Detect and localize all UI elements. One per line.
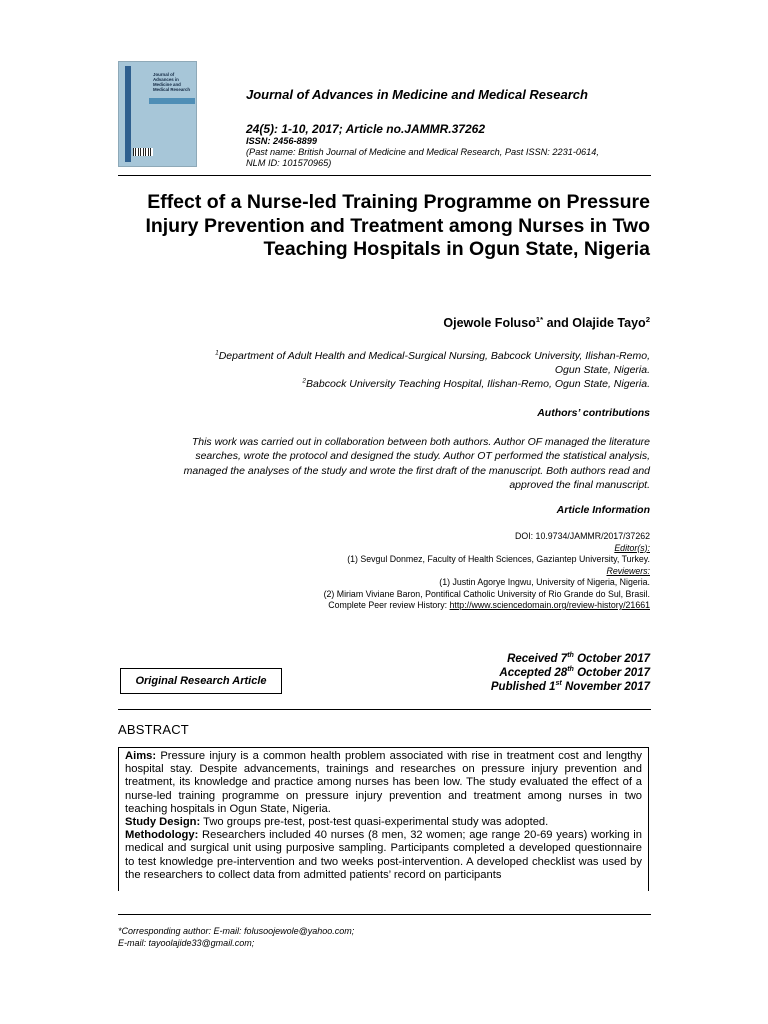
abstract-box: [118, 747, 649, 891]
section-rule: [118, 709, 651, 710]
design-label: Study Design:: [125, 816, 201, 829]
affiliation-1: [110, 349, 650, 377]
reviewer-entry: (1) Justin Agorye Ingwu, University of Nigeria, Nigeria.: [439, 577, 650, 587]
author-1-marker: 1*: [535, 314, 544, 324]
reviewer-entry: (2) Miriam Viviane Baron, Pontifical Catholic University of Rio Grande do Sul, Brasil.: [323, 588, 650, 599]
accepted-date: [499, 667, 650, 679]
contributions-text: [110, 435, 650, 492]
published-date: [491, 681, 650, 693]
author-line: [443, 316, 650, 330]
editor-entry: (1) Sevgul Donmez, Faculty of Health Sciences, Gaziantep University, Turkey.: [347, 554, 650, 564]
cover-strip: [125, 66, 131, 162]
past-name: (Past name: British Journal of Medicine and Medical Research, Past ISSN: 2231-0614,: [246, 147, 599, 157]
aims-label: Aims:: [125, 750, 157, 762]
editors-label: Editor(s):: [614, 542, 650, 553]
abstract-methodology: [125, 829, 642, 882]
received-month: October 2017: [573, 653, 650, 665]
article-type-badge: Original Research Article: [120, 668, 282, 694]
abstract-design: [125, 816, 642, 829]
review-history-label: Complete Peer review History:: [328, 600, 450, 610]
accepted-text: Accepted 28: [499, 667, 568, 679]
journal-cover-thumbnail: [118, 61, 197, 167]
author-2: Olajide Tayo: [572, 316, 646, 330]
accepted-month: October 2017: [573, 667, 650, 679]
author-2-marker: 2: [645, 314, 650, 324]
cover-title: Journal of Advances in Medicine and Medical Research: [153, 72, 191, 92]
published-ordinal: st: [555, 679, 562, 688]
issue-info: 24(5): 1-10, 2017; Article no.JAMMR.37262: [246, 122, 485, 136]
published-month: November 2017: [561, 681, 650, 693]
received-ordinal: th: [567, 651, 574, 660]
issn: ISSN: 2456-8899: [246, 136, 317, 146]
footnote-rule: [118, 914, 651, 915]
abstract-aims: [125, 750, 642, 816]
contributions-heading: Authors’ contributions: [537, 407, 650, 419]
method-text: Researchers included 40 nurses (8 men, 32 women; age range 20-69 years) working in medical and surgical unit using purposive sampling. Participants completed a developed questionnaire to test knowledge pre-intervention and two weeks post-intervention. A developed checklist was used by the researchers to collect data from admitted patients’ record on participants: [125, 829, 642, 881]
affiliation-1-line1: Department of Adult Health and Medical-Surgical Nursing, Babcock University, Ilishan-Remo,: [218, 350, 650, 362]
contributions-line: searches, wrote the protocol and designed the study. Author OT performed the statistical analysis,: [195, 450, 650, 463]
received-date: [507, 653, 650, 665]
journal-name: Journal of Advances in Medicine and Medical Research: [246, 87, 588, 102]
affiliation-1-line2: Ogun State, Nigeria.: [554, 364, 650, 376]
contributions-line: This work was carried out in collaboration between both authors. Author OF managed the literature: [191, 436, 650, 448]
header-rule: [118, 175, 651, 176]
corresponding-author: *Corresponding author: E-mail: folusoojewole@yahoo.com;: [118, 926, 355, 936]
received-text: Received 7: [507, 653, 568, 665]
contributions-line: approved the final manuscript.: [509, 478, 650, 491]
abstract-heading: ABSTRACT: [118, 722, 189, 737]
nlm-id: NLM ID: 101570965): [246, 158, 332, 168]
cover-barcode: [133, 148, 153, 156]
article-title: Effect of a Nurse-led Training Programme on Pressure Injury Prevention and Treatment among Nurses in Two Teaching Hospitals in Ogun State, Nigeria: [145, 191, 650, 260]
reviewers-label: Reviewers:: [606, 565, 650, 576]
second-email: E-mail: tayoolajide33@gmail.com;: [118, 938, 255, 948]
accepted-ordinal: th: [567, 665, 574, 674]
review-history-link[interactable]: http://www.sciencedomain.org/review-history/21661: [449, 600, 650, 610]
article-info-heading: Article Information: [556, 504, 650, 516]
contributions-line: managed the analyses of the study and wrote the first draft of the manuscript. Both authors read and: [183, 464, 650, 477]
affiliation-2-line1: Babcock University Teaching Hospital, Ilishan-Remo, Ogun State, Nigeria.: [306, 378, 650, 390]
affiliation-1-marker: 1: [215, 349, 219, 357]
aims-text: Pressure injury is a common health problem associated with rise in treatment cost and lengthy hospital stay. Despite advancements, trainings and researches on pressure injury prevention and treatment, its knowledge and practice among nurses has been low. The study evaluated the effect of a nurse-led training programme on pressure injury prevention and treatment among nurses in two teaching hospitals in Ogun State, Nigeria.: [125, 750, 642, 815]
method-label: Methodology:: [125, 829, 199, 842]
article-info-block: [324, 531, 650, 612]
cover-band: [149, 98, 195, 104]
author-1: Ojewole Foluso: [443, 316, 536, 330]
review-history: [324, 600, 650, 612]
affiliation-2-marker: 2: [302, 377, 307, 385]
author-joiner: and: [543, 316, 573, 330]
design-text: Two groups pre-test, post-test quasi-experimental study was adopted.: [200, 816, 549, 829]
affiliation-2: [110, 377, 650, 391]
doi: DOI: 10.9734/JAMMR/2017/37262: [515, 531, 650, 541]
published-text: Published 1: [490, 681, 556, 693]
